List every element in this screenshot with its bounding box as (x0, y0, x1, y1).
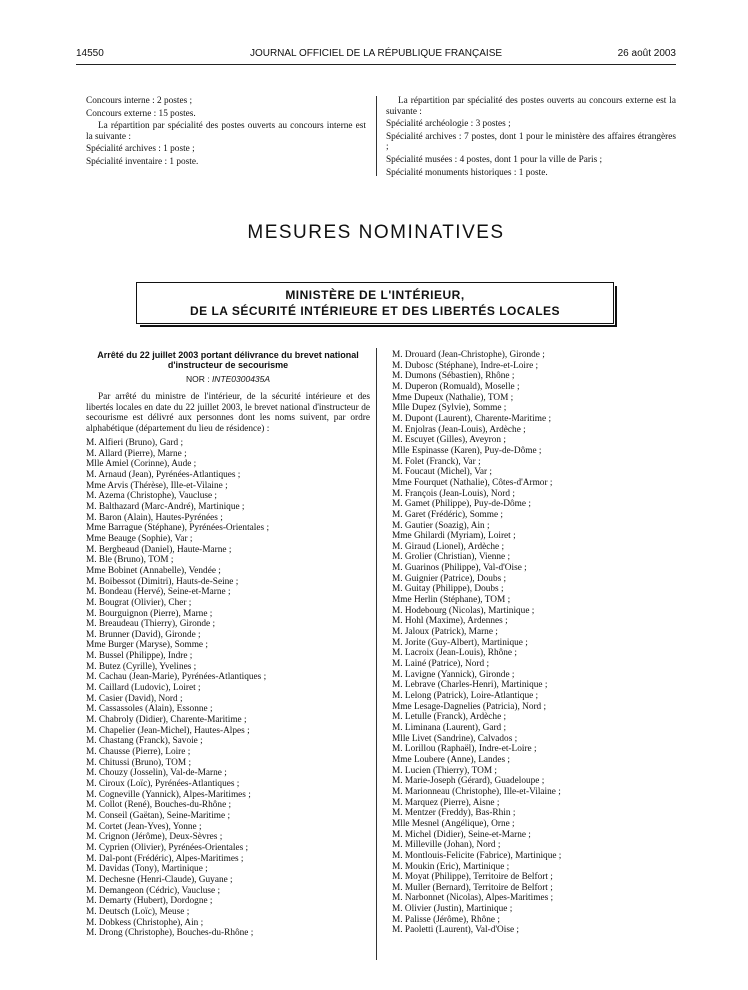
name-entry: Mme Dupeux (Nathalie), TOM ; (392, 392, 514, 403)
name-entry: M. Lavigne (Yannick), Gironde ; (392, 669, 515, 680)
name-entry: M. Milleville (Johan), Nord ; (392, 840, 501, 851)
name-entry: Mme Burger (Maryse), Somme ; (86, 640, 208, 651)
name-entry: M. Balthazard (Marc-André), Martinique ; (86, 501, 245, 512)
name-entry: M. Marionneau (Christophe), Ille-et-Vilaine ; (392, 786, 561, 797)
name-entry: M. Drouard (Jean-Christophe), Gironde ; (392, 350, 545, 360)
name-entry: M. Mentzer (Freddy), Bas-Rhin ; (392, 808, 516, 819)
name-entry: M. Cachau (Jean-Marie), Pyrénées-Atlantiques ; (86, 672, 267, 683)
name-entry: Mme Beauge (Sophie), Var ; (86, 533, 193, 544)
name-entry: M. Lainé (Patrice), Nord ; (392, 659, 490, 670)
name-entry: M. Brunner (David), Gironde ; (86, 629, 201, 640)
intro-item: Spécialité inventaire : 1 poste. (86, 156, 199, 167)
name-entry: M. Bondeau (Hervé), Seine-et-Marne ; (86, 587, 231, 598)
name-entry: M. Allard (Pierre), Marne ; (86, 448, 187, 459)
page-header (76, 48, 676, 62)
name-entry: M. Hodebourg (Nicolas), Martinique ; (392, 605, 535, 616)
name-entry: M. Arnaud (Jean), Pyrénées-Atlantiques ; (86, 469, 241, 480)
name-entry: Mme Fourquet (Nathalie), Côtes-d'Armor ; (392, 477, 553, 488)
name-entry: M. Duperon (Romuald), Moselle ; (392, 381, 520, 392)
intro-item: Spécialité archives : 7 postes, dont 1 pour le ministère des affaires étrangères ; (386, 131, 676, 153)
name-entry: M. Davidas (Tony), Martinique ; (86, 864, 208, 875)
nor-reference (86, 374, 370, 384)
name-entry: M. François (Jean-Louis), Nord ; (392, 488, 515, 499)
name-entry: M. Guignier (Patrice), Doubs ; (392, 573, 507, 584)
name-entry: M. Jaloux (Patrick), Marne ; (392, 627, 498, 638)
name-entry: M. Baron (Alain), Hautes-Pyrénées ; (86, 512, 223, 523)
name-entry: M. Dumons (Sébastien), Rhône ; (392, 371, 515, 382)
names-list-left (86, 438, 370, 939)
ministry-heading (136, 282, 614, 324)
name-entry: M. Demarty (Hubert), Dordogne ; (86, 896, 213, 907)
name-entry: M. Butez (Cyrille), Yvelines ; (86, 661, 197, 672)
nor-code: INTE0300435A (211, 374, 271, 384)
intro-item: Concours interne : 2 postes ; (86, 96, 193, 106)
name-entry: M. Gautier (Soazig), Ain ; (392, 520, 490, 531)
column-divider-main (376, 348, 377, 960)
name-entry: Mlle Amiel (Corinne), Aude ; (86, 459, 197, 470)
name-entry: Mme Ghilardi (Myriam), Loiret ; (392, 531, 516, 542)
name-entry: M. Alfieri (Bruno), Gard ; (86, 438, 184, 448)
name-entry: M. Michel (Didier), Seine-et-Marne ; (392, 829, 531, 840)
name-entry: M. Montlouis-Felicite (Fabrice), Martinique ; (392, 850, 562, 861)
name-entry: M. Dupont (Laurent), Charente-Maritime ; (392, 413, 552, 424)
name-entry: M. Dobkess (Christophe), Ain ; (86, 917, 204, 928)
name-entry: Mme Loubere (Anne), Landes ; (392, 754, 510, 765)
name-entry: M. Enjolras (Jean-Louis), Ardèche ; (392, 424, 526, 435)
name-entry: M. Bougrat (Olivier), Cher ; (86, 597, 192, 608)
name-entry: M. Ble (Bruno), TOM ; (86, 555, 174, 566)
name-entry: Mme Lesage-Dagnelies (Patricia), Nord ; (392, 701, 547, 712)
name-entry: M. Casier (David), Nord ; (86, 693, 183, 704)
column-divider-top (376, 96, 377, 176)
intro-item: Spécialité musées : 4 postes, dont 1 pour la ville de Paris ; (386, 154, 603, 165)
name-entry: M. Olivier (Justin), Martinique ; (392, 904, 513, 915)
ministry-line-2: DE LA SÉCURITÉ INTÉRIEURE ET DES LIBERTÉS LOCALES (189, 304, 561, 318)
name-entry: M. Guarinos (Philippe), Val-d'Oise ; (392, 563, 527, 574)
name-entry: M. Demangeon (Cédric), Vaucluse ; (86, 885, 221, 896)
intro-item: Concours externe : 15 postes. (86, 108, 196, 119)
name-entry: M. Azema (Christophe), Vaucluse ; (86, 491, 217, 502)
nor-label: NOR : (185, 374, 210, 384)
name-entry: Mlle Dupez (Sylvie), Somme ; (392, 403, 507, 414)
name-entry: M. Ciroux (Loïc), Pyrénées-Atlantiques ; (86, 779, 240, 789)
intro-left-column (86, 96, 366, 170)
name-entry: M. Narbonnet (Nicolas), Alpes-Maritimes ; (392, 893, 554, 904)
name-entry: M. Palisse (Jérôme), Rhône ; (392, 914, 500, 925)
name-entry: M. Breaudeau (Thierry), Gironde ; (86, 619, 216, 630)
name-entry: Mme Herlin (Stéphane), TOM ; (392, 595, 511, 606)
name-entry: M. Marquez (Pierre), Aisne ; (392, 797, 500, 808)
name-entry: M. Guitay (Philippe), Doubs ; (392, 584, 504, 595)
name-entry: Mme Bobinet (Annabelle), Vendée ; (86, 565, 221, 576)
section-title: MESURES NOMINATIVES (247, 222, 505, 243)
name-entry: M. Crignon (Jérôme), Deux-Sèvres ; (86, 832, 223, 843)
intro-item: Spécialité monuments historiques : 1 poste. (386, 167, 548, 178)
name-entry: M. Boibessot (Dimitri), Hauts-de-Seine ; (86, 576, 239, 587)
name-entry: M. Paoletti (Laurent), Val-d'Oise ; (392, 925, 519, 936)
name-entry: Mlle Livet (Sandrine), Calvados ; (392, 733, 518, 744)
name-entry: M. Foucaut (Michel), Var ; (392, 467, 493, 478)
name-entry: M. Bergbeaud (Daniel), Haute-Marne ; (86, 544, 232, 555)
name-entry: M. Lelong (Patrick), Loire-Atlantique ; (392, 691, 539, 701)
name-entry: Mme Barrague (Stéphane), Pyrénées-Orientales ; (86, 523, 270, 534)
name-entry: M. Chastang (Franck), Savoie ; (86, 736, 203, 747)
name-entry: M. Hohl (Maxime), Ardennes ; (392, 616, 508, 627)
name-entry: M. Gamet (Philippe), Puy-de-Dôme ; (392, 499, 531, 510)
name-entry: M. Cortet (Jean-Yves), Yonne ; (86, 821, 202, 832)
name-entry: M. Chausse (Pierre), Loire ; (86, 747, 191, 758)
name-entry: M. Drong (Christophe), Bouches-du-Rhône ; (86, 928, 254, 939)
intro-item: Spécialité archéologie : 3 postes ; (386, 119, 511, 130)
name-entry: M. Lacroix (Jean-Louis), Rhône ; (392, 648, 517, 659)
name-entry: M. Bussel (Philippe), Indre ; (86, 651, 193, 662)
header-rule (76, 64, 676, 65)
name-entry: M. Cassassoles (Alain), Essonne ; (86, 704, 213, 715)
name-entry: M. Chapelier (Jean-Michel), Hautes-Alpes ; (86, 725, 250, 736)
name-entry: M. Lucien (Thierry), TOM ; (392, 765, 497, 776)
name-entry: M. Moyat (Philippe), Territoire de Belfort ; (392, 872, 553, 883)
intro-right-column (386, 96, 676, 180)
name-entry: M. Escuyet (Gilles), Aveyron ; (392, 435, 506, 446)
name-entry: M. Moukin (Eric), Martinique ; (392, 861, 510, 872)
intro-paragraph: La répartition par spécialité des postes ouverts au concours externe est la suivante : (386, 96, 676, 117)
ministry-line-1: MINISTÈRE DE L'INTÉRIEUR, (285, 288, 465, 302)
name-entry: M. Deutsch (Loïc), Meuse ; (86, 906, 190, 917)
name-entry: Mlle Mesnel (Angélique), Orne ; (392, 818, 515, 829)
name-entry: M. Chabroly (Didier), Charente-Maritime ; (86, 715, 247, 726)
name-entry: M. Chouzy (Josselin), Val-de-Marne ; (86, 768, 227, 779)
name-entry: M. Letulle (Franck), Ardèche ; (392, 712, 507, 723)
name-entry: Mme Arvis (Thérèse), Ille-et-Vilaine ; (86, 480, 228, 491)
journal-title: JOURNAL OFFICIEL DE LA RÉPUBLIQUE FRANÇAISE (249, 48, 503, 59)
name-entry: M. Muller (Bernard), Territoire de Belfort ; (392, 882, 553, 893)
name-entry: M. Dubosc (Stéphane), Indre-et-Loire ; (392, 360, 539, 371)
intro-item: Spécialité archives : 1 poste ; (86, 144, 195, 155)
name-entry: M. Cogneville (Yannick), Alpes-Maritimes ; (86, 789, 251, 800)
publication-date: 26 août 2003 (617, 48, 676, 59)
name-entry: M. Jorite (Guy-Albert), Martinique ; (392, 637, 528, 648)
name-entry: M. Cyprien (Olivier), Pyrénées-Orientales ; (86, 842, 249, 853)
name-entry: Mlle Espinasse (Karen), Puy-de-Dôme ; (392, 445, 542, 456)
page-number: 14550 (76, 48, 104, 59)
name-entry: M. Bourguignon (Pierre), Marne ; (86, 608, 213, 619)
name-entry: M. Caillard (Ludovic), Loiret ; (86, 683, 201, 694)
name-entry: M. Folet (Franck), Var ; (392, 456, 481, 467)
name-entry: M. Liminana (Laurent), Gard ; (392, 722, 507, 733)
name-entry: M. Lorillou (Raphaël), Indre-et-Loire ; (392, 744, 537, 755)
name-entry: M. Giraud (Lionel), Ardèche ; (392, 541, 505, 552)
name-entry: M. Grolier (Christian), Vienne ; (392, 552, 511, 563)
name-entry: M. Marie-Joseph (Gérard), Guadeloupe ; (392, 776, 545, 787)
names-list-right (392, 350, 682, 936)
arrete-title: Arrêté du 22 juillet 2003 portant délivrance du brevet national d'instructeur de secourisme (97, 350, 359, 370)
intro-paragraph: La répartition par spécialité des postes ouverts au concours interne est la suivante : (86, 121, 366, 142)
name-entry: M. Dal-pont (Frédéric), Alpes-Maritimes ; (86, 853, 244, 864)
name-entry: M. Conseil (Gaëtan), Seine-Maritime ; (86, 810, 231, 821)
name-entry: M. Dechesne (Henri-Claude), Guyane ; (86, 874, 233, 885)
name-entry: M. Collot (René), Bouches-du-Rhône ; (86, 800, 232, 811)
arrete-body: Par arrêté du ministre de l'intérieur, de la sécurité intérieure et des libertés locales en date du 22 juillet 2003, le brevet national d'instructeur de secourisme est délivré aux personnes dont les noms suivent, par ordre alphabétique (département du lieu de résidence) : (86, 392, 370, 434)
name-entry: M. Garet (Frédéric), Somme ; (392, 509, 504, 520)
name-entry: M. Chitussi (Bruno), TOM ; (86, 757, 192, 768)
name-entry: M. Lebrave (Charles-Henri), Martinique ; (392, 680, 548, 691)
